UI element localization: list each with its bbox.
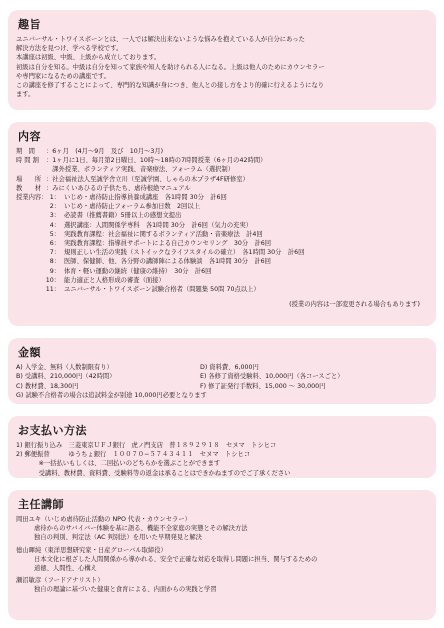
- course-item: [16, 239, 428, 248]
- instructor-description: 虐待からのサバイバー体験を基に語る、機能不全家庭の実態とその解決方法: [34, 525, 248, 533]
- course-item: [16, 221, 428, 230]
- content-row-key: 時 間 割: [16, 157, 39, 165]
- fee-item: A) 入学金、無料（人数制限有り）: [16, 364, 113, 371]
- course-number: 7：: [49, 249, 60, 257]
- content-row-value: 課外授業、ボランティア実践、音楽療法、フォーラム（選択制）: [46, 166, 235, 174]
- course-item: [16, 276, 428, 285]
- course-text: 実践教育課程：指導員サポートによる自己カウンセリング 30分 計6回: [64, 240, 272, 248]
- content-row-value: ：1ヶ月に1日、毎月第2日曜日、10時～18時の7時間授業（6ヶ月の42時間）: [46, 157, 267, 165]
- course-text: 能力適正と人格形成の審査（面接）: [64, 276, 165, 284]
- content-section: [8, 122, 436, 326]
- fee-footer: G) 試験不合格者の場合は追試料金が别途 10,000円必要となります: [16, 392, 207, 400]
- content-row: [16, 175, 428, 184]
- content-row-value: ：6ヶ月 (4月～9月 及び 10月～3月): [46, 148, 164, 155]
- course-number: 9：: [49, 267, 60, 275]
- course-number: 6：: [49, 240, 60, 248]
- course-item: [16, 193, 428, 202]
- course-item: [16, 230, 428, 239]
- course-text: 実践教育課程：社会福祉に関するボランティア活動・音楽療法 計4回: [64, 230, 263, 238]
- purpose-line: 解決方法を見つけ、学べる学校です。: [16, 45, 123, 53]
- instructor-name: 瀬沼敏彦（フードアナリスト）: [16, 577, 104, 585]
- course-item: [16, 202, 428, 211]
- content-row-key: 期 間: [16, 148, 35, 155]
- content-details: [16, 147, 428, 193]
- purpose-title: 趣旨: [18, 18, 41, 31]
- payment-section: [8, 416, 436, 478]
- fee-item: C) 教材費、18,300円: [16, 382, 79, 390]
- course-text: 医師、保健師、他、各分野の講師陣による体験談 各1時間 30分 計6回: [64, 258, 271, 266]
- content-row-key: 教 材: [16, 184, 42, 192]
- fee-grid: [16, 363, 428, 391]
- payment-line: 受講料、教材費、資料費、受験料等の返金は承ることはできかねますのでご了承ください: [26, 469, 291, 477]
- content-row: [16, 147, 428, 156]
- content-row: [16, 184, 428, 193]
- course-number: 11：: [45, 286, 60, 294]
- course-text: ユニバーサル・トワイスボーン試験合格者（問題集 50問 70点以上）: [64, 286, 260, 294]
- content-row-key: [16, 165, 46, 174]
- instructor-description: 日本文化に根ざした人間関係から導かれる、安全で正確な対応を取得し問題に担当、関与するための: [34, 555, 318, 563]
- instructor-name: 岡田ユキ（いじめ虐待防止活動の NPO 代表・カウンセラー）: [16, 516, 191, 523]
- purpose-line: 本講座は初級、中級、上級から成立しております。: [16, 54, 161, 62]
- course-text: 必読書（推薦書籍）5冊以上の感想文提出: [64, 212, 182, 220]
- content-row-value: ：みにくいあひるの子供たち、虐待根絶マニュアル: [46, 184, 191, 192]
- course-number: 4：: [49, 221, 60, 229]
- course-item: [16, 248, 428, 257]
- purpose-text: [16, 35, 428, 99]
- course-text: いじめ・虐待防止フォーラム参加日数 2回以上: [64, 203, 200, 211]
- course-item: [16, 211, 428, 220]
- instructor-description: 独自の判別、判定法（AC 判別法）を用いた早期発見と解決: [34, 534, 203, 542]
- fee-item: D) 資料費、6,000円: [200, 364, 259, 371]
- course-text: 規則正しい生活の実践（ストイックなライフスタイルの確立） 各1時間 30分 計6回: [64, 249, 305, 257]
- content-row: [16, 156, 428, 165]
- course-number: 1：: [49, 194, 60, 202]
- purpose-line: ユニバーサル・トワイスボーンとは、一人では解決出来ないような悩みを抱えている人が自分にあった: [16, 36, 305, 43]
- course-number: 8：: [49, 258, 60, 266]
- purpose-section: [8, 10, 436, 110]
- course-item: [16, 257, 428, 266]
- fee-item: B) 受講料、210,000円（42時間）: [16, 373, 116, 381]
- content-title: 内容: [18, 130, 41, 143]
- course-number: 10：: [45, 276, 60, 284]
- content-row-key: 場 所: [16, 175, 42, 183]
- course-number: 2：: [49, 203, 60, 211]
- course-text: 体育・軽い運動の継続（健康の維持） 30分 計6回: [64, 267, 212, 275]
- course-list: [16, 193, 428, 294]
- content-row-value: ：社会福祉法人至誠学舎立川（至誠学園、しゃらの木プラザ4F研修室）: [46, 175, 249, 183]
- course-number: 3：: [49, 212, 60, 220]
- course-text: いじめ・虐待防止指導員養成講座 各1時間 30分 計6回: [64, 194, 227, 202]
- purpose-line: この講座を修了することによって、専門的な知識が身につき、他人との接し方をより的確に行えるようになり: [16, 82, 325, 90]
- purpose-line: ます。: [16, 91, 35, 99]
- payment-text: [16, 441, 428, 478]
- course-item: [16, 285, 428, 294]
- instructor-list: [16, 515, 428, 595]
- content-row: [16, 165, 428, 174]
- payment-title: お支払い方法: [18, 424, 87, 437]
- fee-section: [8, 338, 436, 404]
- content-note: (授業の内容は一部変更される場合もあります): [289, 301, 420, 309]
- purpose-line: や専門家になるための講座です。: [16, 72, 110, 80]
- course-item: [16, 267, 428, 276]
- course-number: 5：: [49, 230, 60, 238]
- course-text: 選択講座：人間関係学専科 各1時間 30分 計6回（気力の充実）: [64, 221, 253, 229]
- instructor-description: 独自の理論に基づいた健康と食育による、内面からの実践と学習: [34, 586, 217, 594]
- fee-title: 金額: [18, 346, 41, 359]
- fee-item: E) 各修了資格受験料、10,000円（各コースごと）: [200, 373, 344, 381]
- payment-line: 1) 銀行振り込み 三菱東京ＵＦＪ銀行 虎ノ門支店 普１８９２９１８ セヌマ トシヒコ: [16, 442, 277, 449]
- purpose-line: 初級は自分を知る。中級は自分を知って家族や知人を助けられる人になる。上級は他人のためにカウンセラー: [16, 63, 325, 71]
- course-list-label: 授業内容：: [16, 194, 48, 202]
- instructor-title: 主任講師: [18, 498, 64, 511]
- instructor-section: [8, 490, 436, 620]
- fee-item: F) 修了証発行手数料、15,000 ～ 30,000円: [200, 382, 326, 390]
- instructor-description: 道徳、人間性、心構え: [34, 565, 97, 573]
- instructor-name: 德山暉純（東洋思想研究家・日産グローバル取締役）: [16, 546, 167, 554]
- payment-line: ※一括払いもしくは、二回払いのどちらかを選ぶことができます: [26, 460, 221, 468]
- payment-line: 2) 郵便振替 ゆうちょ銀行 １００７０−５７４３４１１ セヌマ トシヒコ: [16, 451, 251, 459]
